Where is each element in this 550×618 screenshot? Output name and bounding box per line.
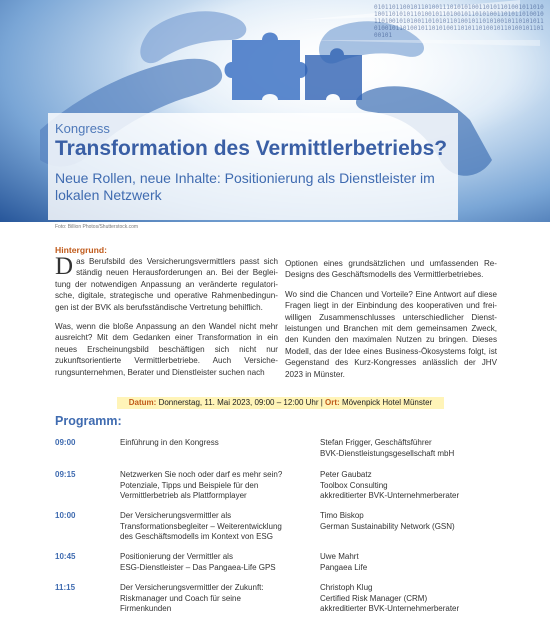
speaker-line: akkreditierter BVK-Unternehmerberater bbox=[320, 604, 460, 613]
topic-line: ESG-Dienstleister – Das Pangaea-Life GPS bbox=[120, 562, 276, 572]
speaker-line: Uwe Mahrt bbox=[320, 552, 359, 561]
topic-line: Positionierung der Vermittler als bbox=[120, 552, 233, 561]
program-heading: Programm: bbox=[55, 414, 122, 428]
drop-cap: D bbox=[55, 253, 74, 280]
program-speaker bbox=[320, 552, 510, 573]
background-left-column bbox=[55, 253, 278, 386]
program-speaker bbox=[320, 511, 510, 532]
speaker-line: German Sustainability Network (GSN) bbox=[320, 521, 455, 531]
topic-line: Vermittlerbetrieb als Plattformplayer bbox=[120, 491, 247, 500]
page-title: Transformation des Vermittlerbetriebs? bbox=[55, 137, 448, 160]
topic-line: Der Versicherungsvermittler der Zukunft: bbox=[120, 583, 264, 592]
topic-line: Netzwerken Sie noch oder darf es mehr sein? bbox=[120, 470, 283, 479]
program-topic bbox=[120, 552, 305, 573]
speaker-line: akkreditierter BVK-Unternehmerberater bbox=[320, 491, 460, 500]
program-topic bbox=[120, 470, 305, 502]
background-right-column bbox=[285, 258, 497, 388]
program-time: 09:15 bbox=[55, 470, 76, 479]
topic-line: Riskmanager und Coach für seine bbox=[120, 593, 241, 603]
topic-line: des Geschäftsmodells im Kontext von ESG bbox=[120, 532, 273, 541]
program-time: 09:00 bbox=[55, 438, 76, 447]
place-label: Ort: bbox=[325, 398, 340, 407]
program-time: 10:45 bbox=[55, 552, 76, 561]
paragraph-text: as Berufsbild des Versicherungsvermittlers passt sich ständig neuen Herausforderungen an. Bei der Begleitung der notwendigen Anpassung an veränderte regulatorische, digitale, strategische und operative Rahmenbedingungen ist der BVK als berufsständische Vertretung behilflich. bbox=[55, 257, 278, 312]
topic-line: Transformationsbegleiter – Weiterentwicklung bbox=[120, 521, 282, 531]
photo-credit: Foto: Billion Photos/Shutterstock.com bbox=[55, 224, 139, 230]
topic-line: Einführung in den Kongress bbox=[120, 438, 219, 447]
binary-code-pattern: 0101101100101101001110101010011010110100101101010011010101101001011010010110101001101011010010110100101010011010101101001011010100101101010110100101101001011010100110101101001011010010110100101 bbox=[374, 4, 544, 39]
topic-line: Firmenkunden bbox=[120, 604, 172, 613]
event-date-bar bbox=[117, 397, 444, 409]
speaker-line: Toolbox Consulting bbox=[320, 480, 388, 490]
date-label: Datum: bbox=[128, 398, 157, 407]
speaker-line: Timo Biskop bbox=[320, 511, 364, 520]
background-paragraph: Was, wenn die bloße Anpassung an den Wandel nicht mehr ausreicht? Mit dem Gedanken einer Transformation in ein neues Erscheinungsbild beschäftigen sich nicht nur zukunftsorientierte Vermittlerbetriebe. Auch Versicherungsunternehmen, Berater und Dienstleister suchen nach bbox=[55, 322, 278, 377]
background-paragraph: Wo sind die Chancen und Vorteile? Eine Antwort auf diese Fragen liegt in der Einbindung des kooperativen und freiwilligen Zusammenschlusses unterschiedlicher Dienstleistungen und Branchen mit dem gemeinsamen Zweck, den Kunden den maximalen Nutzen zu bringen. Dieses Modell, das der Idee eines Business-Ökosystems folgt, ist Gegenstand des Kurz-Kongresses anlässlich der JHV 2023 in Münster. bbox=[285, 289, 497, 379]
program-speaker bbox=[320, 438, 510, 459]
place-value: Mövenpick Hotel Münster bbox=[339, 398, 433, 407]
kicker: Kongress bbox=[55, 121, 110, 136]
speaker-line: Stefan Frigger, Geschäftsführer bbox=[320, 438, 432, 447]
page-subtitle: Neue Rollen, neue Inhalte: Positionierung als Dienstleister im lokalen Netzwerk bbox=[55, 170, 435, 203]
program-speaker bbox=[320, 583, 510, 615]
program-topic bbox=[120, 511, 305, 543]
background-heading: Hintergrund: bbox=[55, 245, 108, 255]
speaker-line: Peter Gaubatz bbox=[320, 470, 372, 479]
topic-line: Potenziale, Tipps und Beispiele für den bbox=[120, 480, 259, 490]
program-topic bbox=[120, 438, 305, 449]
speaker-line: BVK-Dienstleistungsgesellschaft mbH bbox=[320, 448, 455, 458]
program-time: 11:15 bbox=[55, 583, 76, 592]
background-paragraph: Optionen eines grundsätzlichen und umfassenden Re-Designs des Geschäftsmodells des Vermittlerbetriebes. bbox=[285, 259, 497, 280]
program-time: 10:00 bbox=[55, 511, 76, 520]
speaker-line: Pangaea Life bbox=[320, 562, 368, 572]
program-topic bbox=[120, 583, 305, 615]
speaker-line: Certified Risk Manager (CRM) bbox=[320, 593, 428, 603]
date-value: Donnerstag, 11. Mai 2023, 09:00 – 12:00 Uhr | bbox=[156, 398, 326, 407]
speaker-line: Christoph Klug bbox=[320, 583, 373, 592]
program-speaker bbox=[320, 470, 510, 502]
topic-line: Der Versicherungsvermittler als bbox=[120, 511, 232, 520]
background-paragraph bbox=[55, 253, 278, 313]
